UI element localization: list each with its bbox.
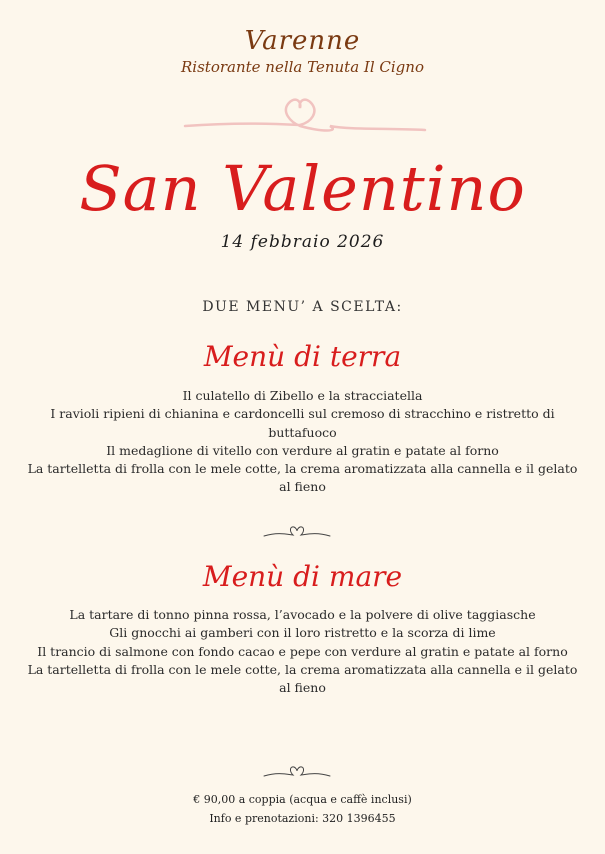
restaurant-name: Varenne — [244, 26, 361, 56]
list-item: Il trancio di salmone con fondo cacao e pepe con verdure al gratin e patate al forno — [37, 643, 568, 659]
list-item: La tartelletta di frolla con le mele cotte, la crema aromatizzata alla cannella e il gelato al fieno — [27, 661, 578, 696]
event-date: 14 febbraio 2026 — [220, 232, 385, 252]
heart-divider-icon — [262, 760, 332, 784]
price-info: € 90,00 a coppia (acqua e caffè inclusi) — [193, 793, 412, 806]
event-title: San Valentino — [79, 152, 526, 225]
list-item: Gli gnocchi ai gamberi con il loro ristretto e la scorza di lime — [109, 625, 496, 641]
list-item: La tartelletta di frolla con le mele cotte, la crema aromatizzata alla cannella e il gelato al fieno — [27, 461, 578, 495]
menu-terra-title: Menù di terra — [203, 340, 402, 373]
menu-terra-dishes — [26, 387, 579, 497]
list-item: Il culatello di Zibello e la stracciatella — [182, 388, 423, 403]
booking-info: Info e prenotazioni: 320 1396455 — [209, 812, 396, 825]
menu-mare-dishes — [26, 606, 579, 697]
list-item: Il medaglione di vitello con verdure al gratin e patate al forno — [106, 442, 499, 458]
list-item: La tartare di tonno pinna rossa, l’avocado e la polvere di olive taggiasche — [69, 607, 536, 622]
menu-intro: DUE MENU’ A SCELTA: — [202, 299, 403, 315]
heart-ornament-icon — [0, 92, 605, 152]
menu-mare-title: Menù di mare — [202, 560, 403, 593]
restaurant-subtitle: Ristorante nella Tenuta Il Cigno — [181, 58, 424, 76]
heart-divider-icon — [262, 520, 332, 544]
list-item: I ravioli ripieni di chianina e cardoncelli sul cremoso di stracchino e ristretto di buttafuoco — [50, 406, 555, 440]
